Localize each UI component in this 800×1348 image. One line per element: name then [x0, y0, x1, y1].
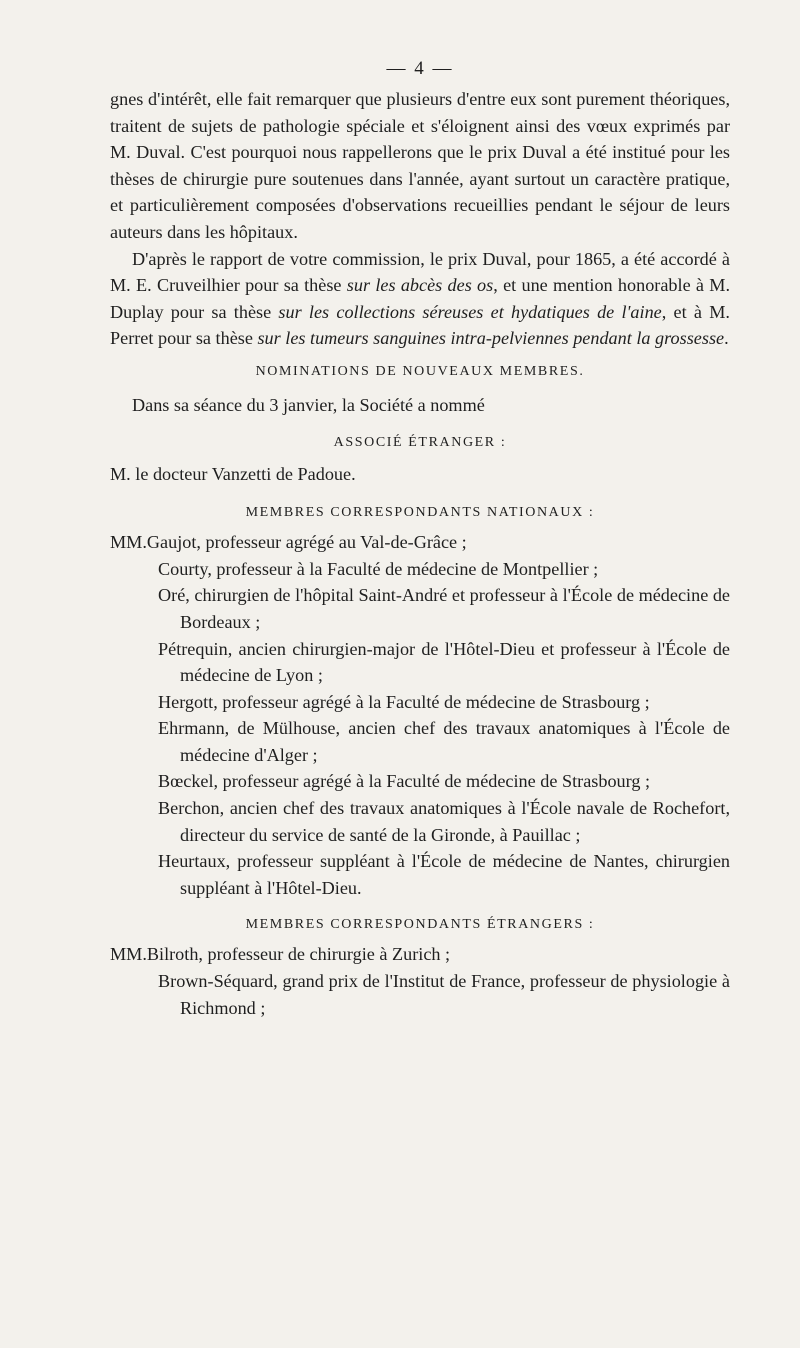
list-item: Courty, professeur à la Faculté de médecine de Montpellier ; — [158, 558, 599, 579]
mm-label: MM. — [110, 532, 147, 553]
these-cruveilhier-title: sur les abcès des os — [346, 275, 494, 296]
heading-correspondants-etrangers: MEMBRES CORRESPONDANTS ÉTRANGERS : — [245, 917, 595, 933]
list-item: Ehrmann, de Mülhouse, ancien chef des travaux anatomiques à l'École de médecine d'Alger ; — [158, 718, 730, 765]
these-perret-title: sur les tumeurs sanguines intra-pelviennes pendant la grossesse — [257, 328, 725, 349]
prix-text-4: . — [724, 328, 729, 349]
paragraph-prix-duval — [110, 246, 730, 352]
list-item: Pétrequin, ancien chirurgien-major de l'Hôtel-Dieu et professeur à l'École de médecine de Lyon ; — [158, 638, 730, 686]
list-item: Hergott, professeur agrégé à la Faculté de médecine de Strasbourg ; — [158, 691, 650, 712]
heading-nominations: NOMINATIONS DE NOUVEAUX MEMBRES. — [255, 363, 585, 379]
heading-associe-etranger: ASSOCIÉ ÉTRANGER : — [333, 434, 507, 450]
document-page — [110, 58, 730, 1021]
paragraph-commission-remarks: gnes d'intérêt, elle fait remarquer que plusieurs d'entre eux sont purement théoriques, traitent de sujets de pathologie spéciale et s'éloignent ainsi des vœux exprimés par M. Duval. C'est pourquoi nous rappellerons que le prix Duval a été institué pour les thèses de chirurgie pure soutenues dans l'année, ayant surtout un caractère pratique, et particulièrement composées d'observations recueillies pendant le séjour de leurs auteurs dans les hôpitaux. — [110, 89, 730, 242]
list-item: Brown-Séquard, grand prix de l'Institut de France, professeur de physiologie à Richmond ; — [158, 971, 730, 1018]
heading-correspondants-nationaux: MEMBRES CORRESPONDANTS NATIONAUX : — [245, 505, 595, 521]
list-item: Berchon, ancien chef des travaux anatomiques à l'École navale de Rochefort, directeur du service de santé de la Gironde, à Pauillac ; — [158, 798, 730, 845]
associe-line: M. le docteur Vanzetti de Padoue. — [110, 463, 356, 484]
prix-text-1: D'après le rapport de votre commission, le prix Duval, pour 1865, a été accordé à M. E. Cruveilhier pour sa thèse — [110, 248, 730, 296]
etrangers-list — [110, 941, 730, 1021]
mm-label: MM. — [110, 944, 147, 965]
list-item: MM.Bilroth, professeur de chirurgie à Zurich ; — [110, 944, 451, 965]
nationaux-list — [110, 529, 730, 901]
these-duplay-title: sur les collections séreuses et hydatiques de l'aine — [278, 301, 662, 322]
prix-text-3: , et à M. Perret pour sa thèse — [110, 301, 730, 349]
page-number: — 4 — — [386, 58, 454, 79]
list-item: Bœckel, professeur agrégé à la Faculté de médecine de Strasbourg ; — [158, 771, 651, 792]
seance-line: Dans sa séance du 3 janvier, la Société a nommé — [132, 394, 485, 415]
list-item: Heurtaux, professeur suppléant à l'École de médecine de Nantes, chirurgien suppléant à l'Hôtel-Dieu. — [158, 851, 730, 898]
list-item: Oré, chirurgien de l'hôpital Saint-André et professeur à l'École de médecine de Bordeaux ; — [158, 585, 730, 632]
list-item: MM.Gaujot, professeur agrégé au Val-de-Grâce ; — [110, 532, 467, 553]
prix-text-2: , et une mention honorable à M. Duplay pour sa thèse — [110, 275, 731, 322]
